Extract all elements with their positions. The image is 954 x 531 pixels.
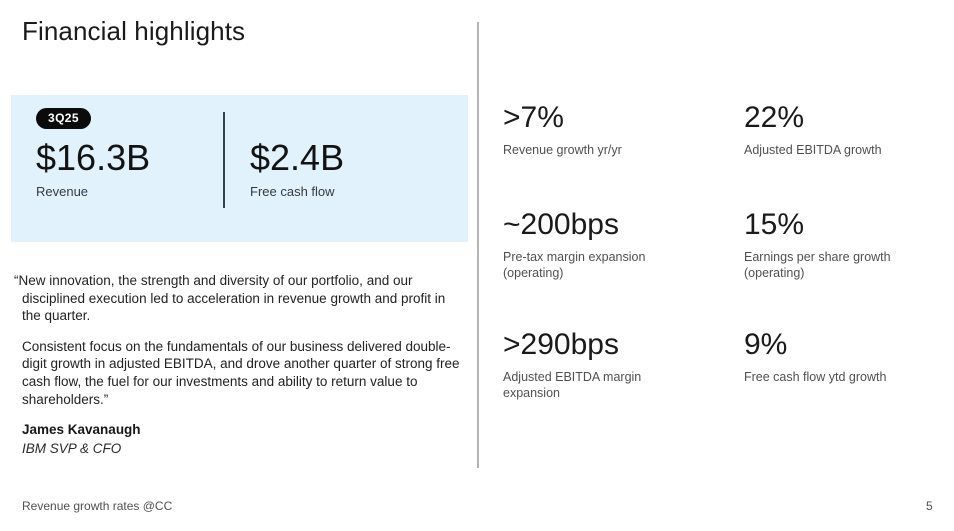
kpi-value: 22%	[744, 101, 805, 134]
quote-paragraph: Consistent focus on the fundamentals of our business delivered double-digit growth in adjusted EBITDA, and drove another quarter of strong free cash flow, the fuel for our investments and ability to return value to shareholders.”	[22, 338, 460, 407]
card-divider	[223, 112, 225, 208]
kpi-value: 9%	[744, 328, 788, 361]
page-title: Financial highlights	[22, 16, 246, 46]
kpi-label: Free cash flow ytd growth	[744, 370, 887, 384]
kpi-pretax-margin-expansion	[503, 207, 723, 281]
quarter-badge: 3Q25	[36, 108, 91, 129]
revenue-metric	[36, 136, 150, 199]
kpi-value: 15%	[744, 208, 805, 241]
kpi-label: Pre-tax margin expansion (operating)	[503, 250, 646, 280]
kpi-free-cash-flow-growth	[744, 327, 954, 385]
quote-author-role: IBM SVP & CFO	[22, 441, 122, 456]
kpi-label: Earnings per share growth (operating)	[744, 250, 891, 280]
kpi-label: Adjusted EBITDA growth	[744, 143, 882, 157]
free-cash-flow-metric	[250, 136, 344, 199]
kpi-label: Adjusted EBITDA margin expansion	[503, 370, 642, 400]
cfo-quote	[14, 272, 460, 408]
kpi-label: Revenue growth yr/yr	[503, 143, 622, 157]
kpi-value: >290bps	[503, 328, 619, 361]
footnote: Revenue growth rates @CC	[22, 499, 173, 513]
page-number: 5	[926, 499, 933, 513]
free-cash-flow-label: Free cash flow	[250, 184, 335, 200]
quote-author: James Kavanaugh	[22, 422, 141, 437]
quarter-highlight-card	[11, 95, 468, 242]
vertical-divider	[477, 22, 479, 468]
free-cash-flow-value: $2.4B	[250, 137, 345, 178]
kpi-eps-growth	[744, 207, 954, 281]
kpi-revenue-growth	[503, 100, 723, 158]
revenue-label: Revenue	[36, 184, 89, 200]
quote-paragraph: “New innovation, the strength and diversity of our portfolio, and our disciplined execution led to acceleration in revenue growth and profit in the quarter.	[14, 273, 446, 324]
kpi-ebitda-margin-expansion	[503, 327, 723, 401]
kpi-value: ~200bps	[503, 208, 619, 241]
revenue-value: $16.3B	[36, 137, 151, 178]
kpi-adjusted-ebitda-growth	[744, 100, 954, 158]
kpi-value: >7%	[503, 101, 564, 134]
